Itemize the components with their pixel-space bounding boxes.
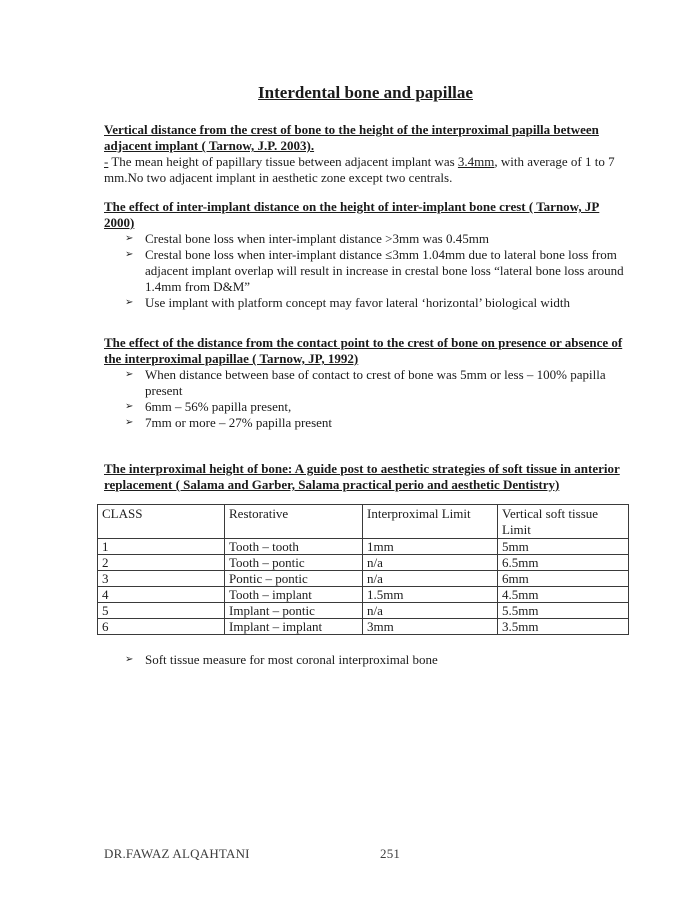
table-cell: 5mm bbox=[498, 539, 629, 555]
section-contact-point-distance bbox=[104, 335, 627, 431]
table-row bbox=[98, 619, 629, 635]
list-item bbox=[104, 415, 627, 431]
section-heading: Vertical distance from the crest of bone to the height of the interproximal papilla between adjacent implant ( Tarnow, J.P. 2003). bbox=[104, 122, 599, 153]
table-row bbox=[98, 587, 629, 603]
section-vertical-distance bbox=[104, 122, 627, 186]
column-header: Restorative bbox=[225, 505, 363, 539]
footer-page-number: 251 bbox=[380, 846, 401, 861]
table-cell: 4 bbox=[98, 587, 225, 603]
underlined-dash: - bbox=[104, 154, 109, 169]
list-item bbox=[104, 367, 627, 399]
table-cell: Tooth – tooth bbox=[225, 539, 363, 555]
paragraph-text: The mean height of papillary tissue between adjacent implant was bbox=[108, 154, 458, 169]
list-item bbox=[104, 652, 627, 668]
paragraph-text: , with average of 1 to 7 mm.No two adjacent implant in aesthetic zone except two centrals. bbox=[104, 154, 615, 185]
table-cell: Tooth – pontic bbox=[225, 555, 363, 571]
closing-note bbox=[104, 652, 627, 668]
table-cell: 3.5mm bbox=[498, 619, 629, 635]
section-heading: The effect of the distance from the contact point to the crest of bone on presence or absence of the interproximal papillae ( Tarnow, JP, 1992) bbox=[104, 335, 623, 366]
table-row bbox=[98, 555, 629, 571]
table-cell: Tooth – implant bbox=[225, 587, 363, 603]
table-header-row bbox=[98, 505, 629, 539]
table-cell: 6.5mm bbox=[498, 555, 629, 571]
column-header: CLASS bbox=[98, 505, 225, 539]
bullet-text: 6mm – 56% papilla present, bbox=[145, 399, 292, 414]
table-cell: 3mm bbox=[363, 619, 498, 635]
bullet-text: 7mm or more – 27% papilla present bbox=[145, 415, 333, 430]
page-content bbox=[104, 0, 627, 668]
page-footer bbox=[104, 846, 627, 862]
list-item bbox=[104, 399, 627, 415]
section-inter-implant-distance bbox=[104, 199, 627, 311]
arrow-bullet-icon: ➢ bbox=[125, 401, 134, 412]
list-item bbox=[104, 295, 627, 311]
bullet-text: Use implant with platform concept may favor lateral ‘horizontal’ biological width bbox=[145, 295, 571, 310]
bullet-list bbox=[104, 231, 627, 311]
section-interproximal-height bbox=[104, 461, 627, 493]
section-heading: The interproximal height of bone: A guide post to aesthetic strategies of soft tissue in anterior replacement ( Salama and Garber, Salama practical perio and aesthetic Dentistry) bbox=[104, 461, 620, 492]
bullet-text: When distance between base of contact to crest of bone was 5mm or less – 100% papilla present bbox=[145, 367, 606, 398]
section-heading: The effect of inter-implant distance on the height of inter-implant bone crest ( Tarnow, JP 2000) bbox=[104, 199, 600, 230]
table-cell: n/a bbox=[363, 555, 498, 571]
table-cell: 6mm bbox=[498, 571, 629, 587]
table-cell: 6 bbox=[98, 619, 225, 635]
section-paragraph bbox=[104, 154, 627, 186]
table-cell: Pontic – pontic bbox=[225, 571, 363, 587]
table-cell: 1.5mm bbox=[363, 587, 498, 603]
classification-table bbox=[97, 504, 629, 635]
arrow-bullet-icon: ➢ bbox=[125, 417, 134, 428]
arrow-bullet-icon: ➢ bbox=[125, 297, 134, 308]
bullet-text: Crestal bone loss when inter-implant distance ≤3mm 1.04mm due to lateral bone loss from adjacent implant overlap will result in increase in crestal bone loss “lateral bone loss around 1.4mm from D&M” bbox=[145, 247, 624, 294]
table-cell: 1mm bbox=[363, 539, 498, 555]
table-cell: 5 bbox=[98, 603, 225, 619]
table-row bbox=[98, 603, 629, 619]
table-cell: 2 bbox=[98, 555, 225, 571]
column-header: Vertical soft tissue Limit bbox=[498, 505, 629, 539]
table-cell: 4.5mm bbox=[498, 587, 629, 603]
table-row bbox=[98, 539, 629, 555]
table-cell: n/a bbox=[363, 603, 498, 619]
bullet-text: Soft tissue measure for most coronal interproximal bone bbox=[145, 652, 438, 667]
column-header: Interproximal Limit bbox=[363, 505, 498, 539]
arrow-bullet-icon: ➢ bbox=[125, 249, 134, 260]
table-cell: 5.5mm bbox=[498, 603, 629, 619]
underlined-value: 3.4mm bbox=[457, 154, 495, 169]
bullet-text: Crestal bone loss when inter-implant distance >3mm was 0.45mm bbox=[145, 231, 489, 246]
arrow-bullet-icon: ➢ bbox=[125, 233, 134, 244]
arrow-bullet-icon: ➢ bbox=[125, 654, 134, 665]
table-cell: Implant – pontic bbox=[225, 603, 363, 619]
table-cell: 1 bbox=[98, 539, 225, 555]
table-cell: Implant – implant bbox=[225, 619, 363, 635]
table-cell: n/a bbox=[363, 571, 498, 587]
list-item bbox=[104, 247, 627, 295]
page-title: Interdental bone and papillae bbox=[258, 83, 473, 102]
bullet-list bbox=[104, 367, 627, 431]
footer-author: DR.FAWAZ ALQAHTANI bbox=[104, 846, 250, 861]
table-cell: 3 bbox=[98, 571, 225, 587]
table-row bbox=[98, 571, 629, 587]
list-item bbox=[104, 231, 627, 247]
arrow-bullet-icon: ➢ bbox=[125, 369, 134, 380]
